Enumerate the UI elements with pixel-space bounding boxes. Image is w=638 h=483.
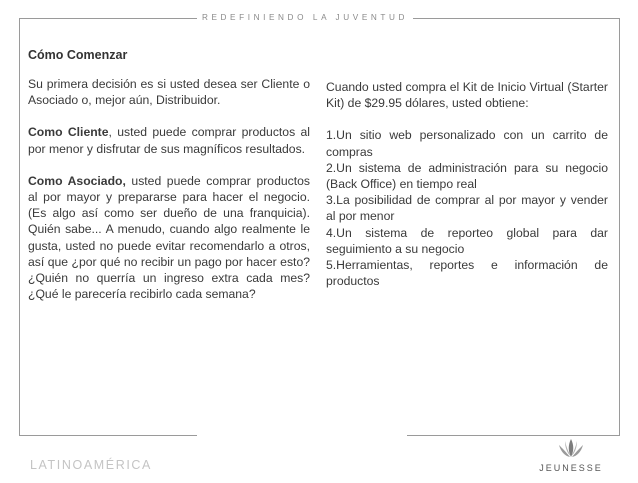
list-item: 5.Herramientas, reportes e información de productos [326, 258, 608, 289]
list-item: 2.Un sistema de administración para su negocio (Back Office) en tiempo real [326, 160, 608, 192]
cliente-label: Como Cliente [28, 125, 109, 140]
intro-paragraph: Su primera decisión es si usted desea ser Cliente o Asociado o, mejor aún, Distribuidor. [28, 77, 310, 108]
left-column [28, 76, 310, 302]
list-item: 1.Un sitio web personalizado con un carrito de compras [326, 128, 608, 159]
asociado-paragraph [28, 173, 310, 303]
right-column [326, 79, 608, 289]
banner-tagline: REDEFINIENDO LA JUVENTUD [201, 13, 409, 22]
frame-top-right-line [413, 18, 619, 19]
cliente-text: , usted puede comprar productos al por menor y disfrutar de sus magníficos resultados. [28, 125, 310, 156]
jeunesse-logo [528, 437, 614, 477]
kit-intro-paragraph: Cuando usted compra el Kit de Inicio Virtual (Starter Kit) de $29.95 dólares, usted obtiene: [326, 80, 608, 111]
logo-wordmark: JEUNESSE [539, 463, 603, 473]
asociado-label: Como Asociado, [28, 173, 126, 188]
region-label: LATINOAMÉRICA [30, 458, 152, 472]
cliente-paragraph [28, 124, 310, 156]
list-item: 3.La posibilidad de comprar al por mayor y vender al por menor [326, 193, 608, 224]
jeunesse-leaf-logo-icon [555, 437, 587, 461]
frame-left-line [19, 18, 20, 435]
frame-bottom-left-line [19, 435, 197, 436]
section-heading: Cómo Comenzar [28, 48, 128, 62]
asociado-text: usted puede comprar productos al por mayor y prepararse para hacer el negocio. (Es algo así como ser dueño de una franquicia). Quién sabe... A menudo, cuando algo realmente le gusta, usted no puede evitar recomendarlo a otros, así que ¿por qué no recibir un pago por hacer esto? ¿Quién no querría un ingreso extra cada mes? ¿Qué le parecería recibirlo cada semana? [28, 173, 310, 302]
list-item: 4.Un sistema de reporteo global para dar seguimiento a su negocio [326, 225, 608, 256]
frame-top-left-line [19, 18, 197, 19]
frame-bottom-right-line [407, 435, 620, 436]
frame-right-line [619, 18, 620, 435]
